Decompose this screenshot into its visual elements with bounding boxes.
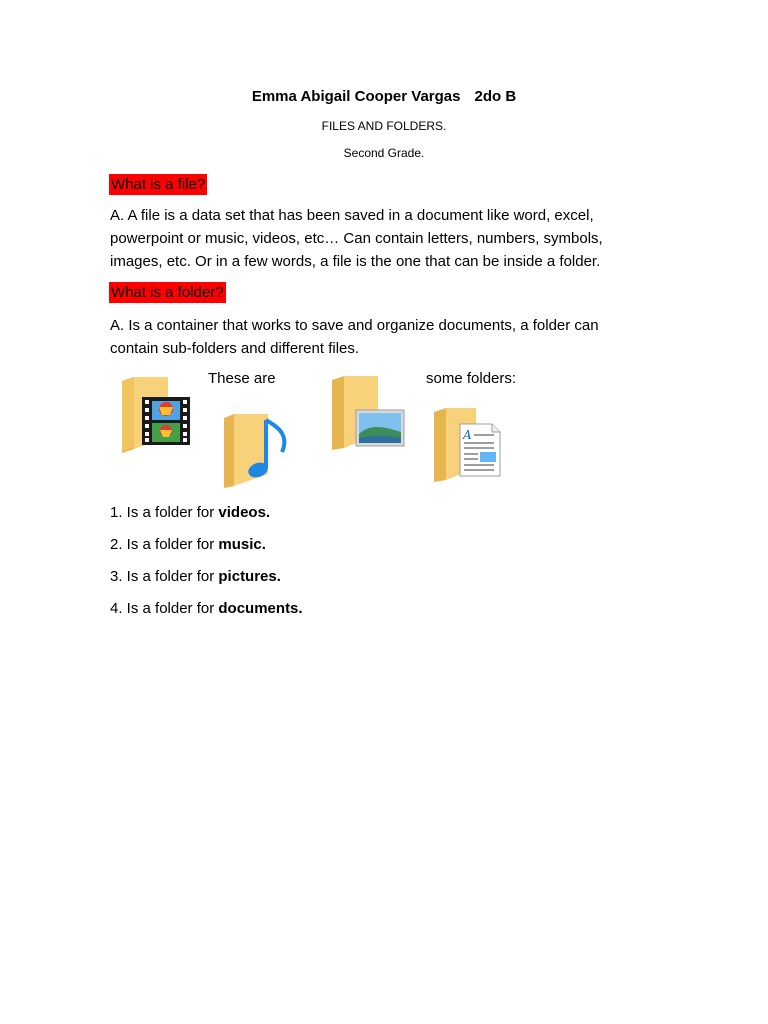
student-group: 2do B [474,88,517,105]
music-folder-icon [220,412,292,488]
document-title [0,88,768,105]
grade-subtitle: Second Grade. [343,146,425,160]
list-item: 4. Is a folder for documents. [110,600,303,617]
folders-caption-part2: some folders: [426,370,517,387]
file-answer-line: images, etc. Or in a few words, a file is the one that can be inside a folder. [110,253,601,270]
list-item: 1. Is a folder for videos. [110,504,271,521]
videos-folder-icon [118,377,192,453]
pictures-folder-icon [330,376,406,452]
documents-folder-icon [432,406,502,482]
topic-subtitle: FILES AND FOLDERS. [321,119,447,133]
folder-answer-paragraph [110,314,670,360]
list-item: 3. Is a folder for pictures. [110,568,281,585]
question-file-heading: What is a file? [111,176,206,193]
student-name: Emma Abigail Cooper Vargas [251,88,461,105]
folders-caption-part1: These are [208,370,276,387]
file-answer-line: A. A file is a data set that has been saved in a document like word, excel, [110,207,594,224]
svg-text:A: A [463,428,472,442]
question-folder-heading: What is a folder? [111,284,224,301]
list-item: 2. Is a folder for music. [110,536,266,553]
file-answer-paragraph [110,204,670,273]
folder-answer-line: contain sub-folders and different files. [110,340,360,357]
file-answer-line: powerpoint or music, videos, etc… Can contain letters, numbers, symbols, [110,230,603,247]
folder-answer-line: A. Is a container that works to save and organize documents, a folder can [110,317,599,334]
